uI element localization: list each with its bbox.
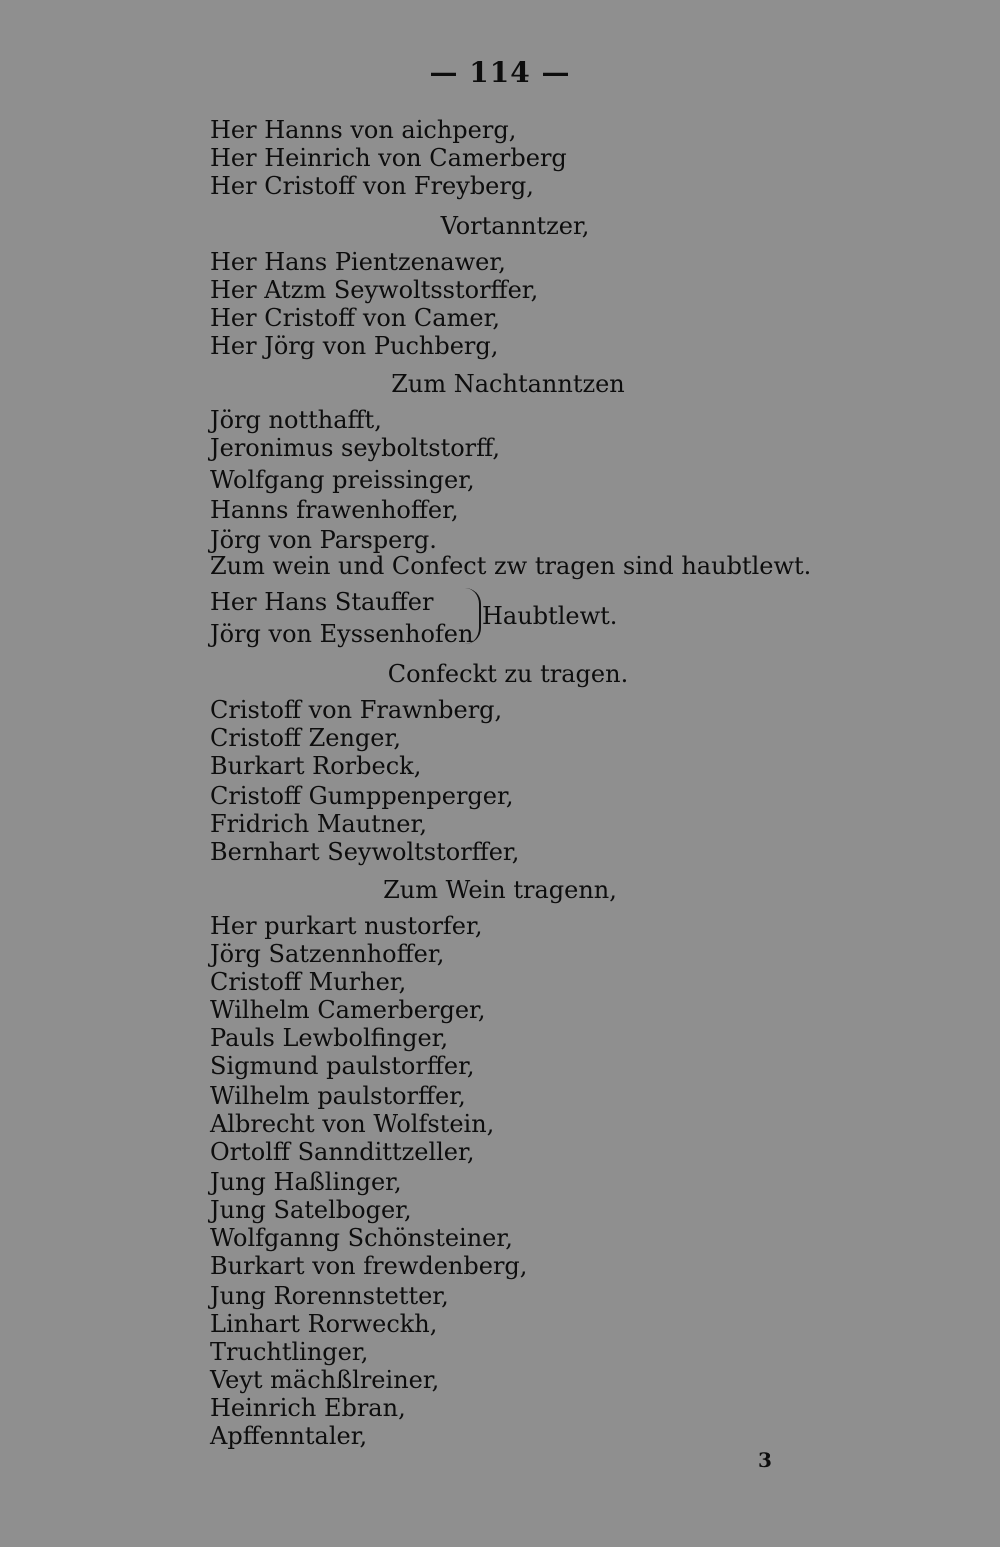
list-item: Wolfganng Schönsteiner, [210, 1224, 513, 1252]
brace-icon [465, 588, 481, 644]
list-item: Wilhelm paulstorffer, [210, 1082, 466, 1110]
list-item: Bernhart Seywoltstorffer, [210, 838, 520, 866]
section-heading: Zum Wein tragenn, [383, 876, 617, 904]
list-item: Her Hanns von aichperg, [210, 116, 517, 144]
list-item: Her Heinrich von Camerberg [210, 144, 567, 172]
list-item: Jörg von Parsperg. [210, 526, 437, 554]
list-item: Sigmund paulstorffer, [210, 1052, 475, 1080]
list-item: Her Atzm Seywoltsstorffer, [210, 276, 539, 304]
list-item: Cristoff Zenger, [210, 724, 401, 752]
list-item: Apffenntaler, [210, 1422, 368, 1450]
list-item: Heinrich Ebran, [210, 1394, 406, 1422]
list-item: Jung Haßlinger, [210, 1168, 402, 1196]
list-item: Burkart von frewdenberg, [210, 1252, 528, 1280]
list-item: Jeronimus seyboltstorff, [210, 434, 500, 462]
list-item: Zum wein und Confect zw tragen sind haubtlewt. [210, 552, 812, 580]
list-item: Her Jörg von Puchberg, [210, 332, 499, 360]
list-item: Jung Rorennstetter, [210, 1282, 449, 1310]
list-item: Burkart Rorbeck, [210, 752, 422, 780]
list-item: Albrecht von Wolfstein, [210, 1110, 495, 1138]
list-item: Cristoff von Frawnberg, [210, 696, 503, 724]
list-item: Her purkart nustorfer, [210, 912, 483, 940]
list-item: Hanns frawenhoffer, [210, 496, 459, 524]
section-heading: Confeckt zu tragen. [387, 660, 629, 688]
list-item: Veyt mächßlreiner, [210, 1366, 440, 1394]
signature-mark: 3 [758, 1448, 772, 1472]
list-item: Cristoff Gumppenperger, [210, 782, 514, 810]
section-heading: Zum Nachtanntzen [391, 370, 625, 398]
list-item: Fridrich Mautner, [210, 810, 427, 838]
list-item: Jörg Satzennhoffer, [210, 940, 445, 968]
list-item: Her Cristoff von Freyberg, [210, 172, 534, 200]
list-item: Pauls Lewbolfinger, [210, 1024, 449, 1052]
list-item: Her Hans Pientzenawer, [210, 248, 506, 276]
section-heading: Vortanntzer, [440, 212, 590, 240]
list-item: Cristoff Murher, [210, 968, 407, 996]
list-item: Truchtlinger, [210, 1338, 369, 1366]
list-item: Wolfgang preissinger, [210, 466, 475, 494]
list-item: Wilhelm Camerberger, [210, 996, 486, 1024]
page-number: — 114 — [429, 56, 571, 89]
list-item: Jörg notthafft, [210, 406, 382, 434]
list-item: Jung Satelboger, [210, 1196, 412, 1224]
list-item: Her Cristoff von Camer, [210, 304, 501, 332]
brace-label: Haubtlewt. [482, 602, 618, 630]
brace-group [210, 588, 630, 652]
list-item: Her Hans Stauffer [210, 588, 434, 616]
list-item: Jörg von Eyssenhofen [210, 620, 474, 648]
list-item: Linhart Rorweckh, [210, 1310, 438, 1338]
list-item: Ortolff Sanndittzeller, [210, 1138, 475, 1166]
